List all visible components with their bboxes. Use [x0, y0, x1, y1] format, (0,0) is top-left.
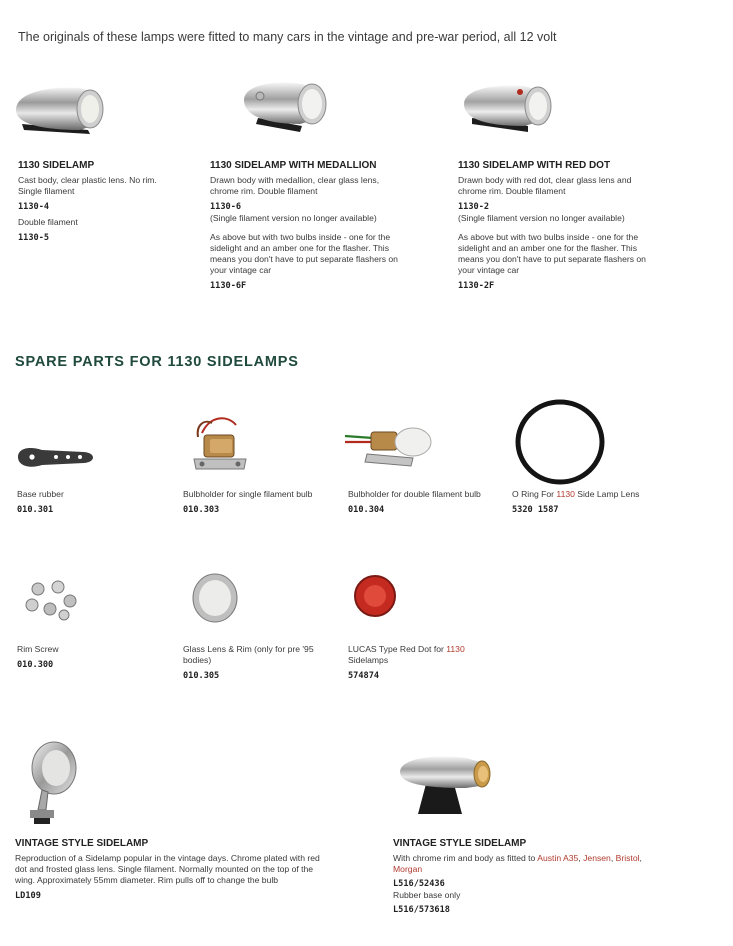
part-number[interactable]: 1130-4	[18, 202, 50, 212]
part-number[interactable]: 010.305	[183, 671, 220, 681]
product-title: VINTAGE STYLE SIDELAMP	[393, 838, 527, 849]
part-number[interactable]: L516/573618	[393, 905, 450, 915]
separator: ,	[610, 853, 616, 863]
label-text: LUCAS Type Red Dot for	[348, 644, 447, 654]
part-label: Rim Screw	[17, 644, 59, 654]
label-text: Side Lamp Lens	[574, 489, 640, 499]
part-number[interactable]: 5320 1587	[512, 505, 559, 515]
part-number[interactable]: LD109	[15, 891, 41, 901]
product-block-1130-4	[18, 160, 178, 244]
product-description: Reproduction of a Sidelamp popular in the vintage days. Chrome plated with red dot and frosted glass lens. Single filament. Normally mounted on the top of the wing. Approximately 55mm diameter. Rim pulls off to change the bulb	[15, 853, 320, 885]
intro-text: The originals of these lamps were fitted to many cars in the vintage and pre-war period, all 12 volt	[18, 30, 557, 44]
part-number[interactable]: 1130-5	[18, 233, 50, 243]
product-note: Rubber base only	[393, 890, 461, 900]
part-number[interactable]: 1130-2	[458, 202, 490, 212]
label-text: O Ring For	[512, 489, 557, 499]
part-number[interactable]: 1130-2F	[458, 281, 495, 291]
part-number[interactable]: L516/52436	[393, 879, 445, 889]
link-1130[interactable]: 1130	[446, 644, 465, 654]
spare-base-rubber	[17, 489, 167, 516]
vintage-sidelamp-ld109-image	[20, 738, 80, 828]
spare-glass-lens-rim	[183, 644, 333, 682]
product-title: VINTAGE STYLE SIDELAMP	[15, 838, 149, 849]
product-note: (Single filament version no longer available)	[210, 213, 377, 223]
product-block-ld109	[15, 837, 325, 902]
product-description: Cast body, clear plastic lens. No rim. Single filament	[18, 175, 157, 196]
part-number[interactable]: 010.301	[17, 505, 54, 515]
part-number[interactable]: 010.303	[183, 505, 220, 515]
spare-rim-screw	[17, 644, 167, 671]
product-title: 1130 SIDELAMP WITH MEDALLION	[210, 160, 377, 171]
part-label: Bulbholder for single filament bulb	[183, 489, 313, 499]
glass-lens-rim-image	[190, 572, 240, 624]
product-description	[393, 853, 653, 875]
separator: ,	[578, 853, 584, 863]
product-block-1130-2	[458, 160, 660, 292]
product-description: Drawn body with medallion, clear glass lens, chrome rim. Double filament	[210, 175, 380, 196]
product-title: 1130 SIDELAMP WITH RED DOT	[458, 160, 611, 171]
lamp-1130-6-image	[238, 74, 330, 138]
spare-o-ring	[512, 489, 692, 516]
link-morgan[interactable]: Morgan	[393, 864, 423, 874]
product-note: As above but with two bulbs inside - one for the sidelight and an amber one for the flasher. This means you don't have to put separate flashers on your vintage car	[458, 232, 646, 275]
spare-bulbholder-single	[183, 489, 343, 516]
bulbholder-single-image	[180, 405, 260, 480]
part-number[interactable]: 010.304	[348, 505, 385, 515]
part-label	[348, 644, 488, 666]
o-ring-image	[512, 396, 608, 488]
link-austin-a35[interactable]: Austin A35	[537, 853, 579, 863]
bulbholder-double-image	[343, 408, 443, 478]
part-label	[512, 489, 692, 500]
product-block-l516	[393, 837, 653, 916]
product-note: As above but with two bulbs inside - one for the sidelight and an amber one for the flasher. This means you don't have to put separate flashers on your vintage car	[210, 232, 398, 275]
desc-text: With chrome rim and body as fitted to	[393, 853, 538, 863]
lamp-1130-4-image	[10, 78, 110, 140]
part-number[interactable]: 010.300	[17, 660, 54, 670]
part-label: Bulbholder for double filament bulb	[348, 489, 481, 499]
link-1130[interactable]: 1130	[556, 489, 575, 499]
part-number[interactable]: 1130-6	[210, 202, 242, 212]
part-number[interactable]: 1130-6F	[210, 281, 247, 291]
link-bristol[interactable]: Bristol	[615, 853, 640, 863]
product-note: Double filament	[18, 217, 78, 227]
product-note: (Single filament version no longer available)	[458, 213, 625, 223]
part-label: Base rubber	[17, 489, 64, 499]
spare-bulbholder-double	[348, 489, 508, 516]
separator: ,	[639, 853, 642, 863]
product-block-1130-6	[210, 160, 406, 292]
vintage-sidelamp-l516-image	[396, 748, 496, 820]
link-jensen[interactable]: Jensen	[583, 853, 611, 863]
base-rubber-image	[16, 442, 98, 472]
product-description: Drawn body with red dot, clear glass lens and chrome rim. Double filament	[458, 175, 632, 196]
spare-red-dot	[348, 644, 488, 682]
lamp-1130-2-image	[458, 76, 553, 138]
section-heading-spare-parts: SPARE PARTS FOR 1130 SIDELAMPS	[15, 354, 299, 370]
label-text: Sidelamps	[348, 655, 389, 665]
product-title: 1130 SIDELAMP	[18, 160, 95, 171]
red-dot-image	[352, 573, 398, 619]
rim-screw-image	[20, 575, 84, 623]
part-label: Glass Lens & Rim (only for pre '95 bodies)	[183, 644, 314, 665]
part-number[interactable]: 574874	[348, 671, 380, 681]
